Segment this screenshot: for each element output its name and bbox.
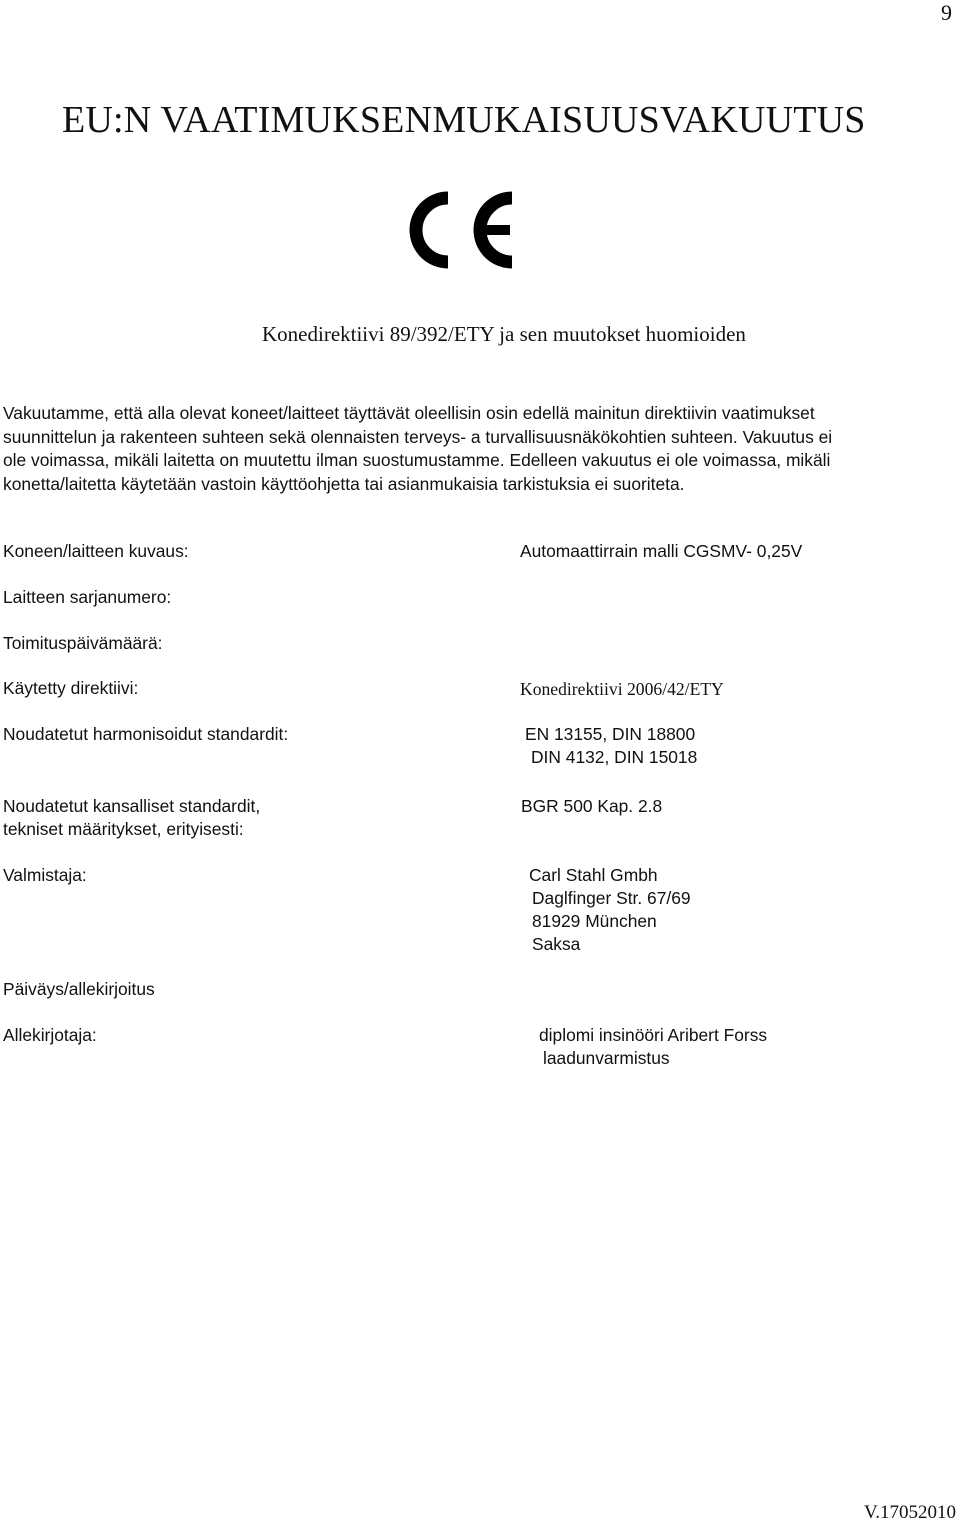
harmonised-standards-value-2: DIN 4132, DIN 15018 [531,747,698,767]
signatory-role: laadunvarmistus [543,1048,670,1068]
national-standards-label-1: Noudatetut kansalliset standardit, [3,796,261,816]
harmonised-standards-label: Noudatetut harmonisoidut standardit: [3,724,289,744]
manufacturer-country: Saksa [532,934,581,954]
delivery-date-label: Toimituspäivämäärä: [3,633,163,653]
directive-label: Käytetty direktiivi: [3,678,139,698]
description-value: Automaattirrain malli CGSMV- 0,25V [520,541,803,561]
ce-mark-icon [398,184,520,276]
document-version: V.17052010 [863,1502,956,1523]
description-label: Koneen/laitteen kuvaus: [3,541,189,561]
manufacturer-name: Carl Stahl Gmbh [529,865,658,885]
signatory-label: Allekirjotaja: [3,1025,97,1045]
declaration-line: ole voimassa, mikäli laitetta on muutettu ilman suostumustamme. Edelleen vakuutus ei ole voimassa, mikäli [3,450,831,471]
declaration-line: suunnittelun ja rakenteen suhteen sekä olennaisten terveys- a turvallisuusnäkökohtien suhteen. Vakuutus ei [3,426,833,447]
signatory-name: diplomi insinööri Aribert Forss [539,1025,768,1045]
page-number: 9 [941,0,952,25]
national-standards-value: BGR 500 Kap. 2.8 [521,796,663,816]
directive-subtitle: Konedirektiivi 89/392/ETY ja sen muutokset huomioiden [262,322,746,346]
declaration-line: konetta/laitetta käytetään vastoin käyttöohjetta tai asianmukaisia tarkistuksia ei suoriteta. [3,473,685,494]
manufacturer-street: Daglfinger Str. 67/69 [532,888,691,908]
declaration-text [3,402,958,496]
harmonised-standards-value-1: EN 13155, DIN 18800 [525,724,696,744]
page-title: EU:N VAATIMUKSENMUKAISUUSVAKUUTUS [62,99,866,141]
manufacturer-city: 81929 München [532,911,657,931]
declaration-line: Vakuutamme, että alla olevat koneet/laitteet täyttävät oleellisin osin edellä mainitun direktiivin vaatimukset [3,403,815,423]
national-standards-label-2: tekniset määritykset, erityisesti: [3,819,244,839]
manufacturer-label: Valmistaja: [3,865,87,885]
serial-number-label: Laitteen sarjanumero: [3,587,172,607]
directive-value: Konedirektiivi 2006/42/ETY [520,679,724,699]
date-signature-label: Päiväys/allekirjoitus [3,979,155,999]
